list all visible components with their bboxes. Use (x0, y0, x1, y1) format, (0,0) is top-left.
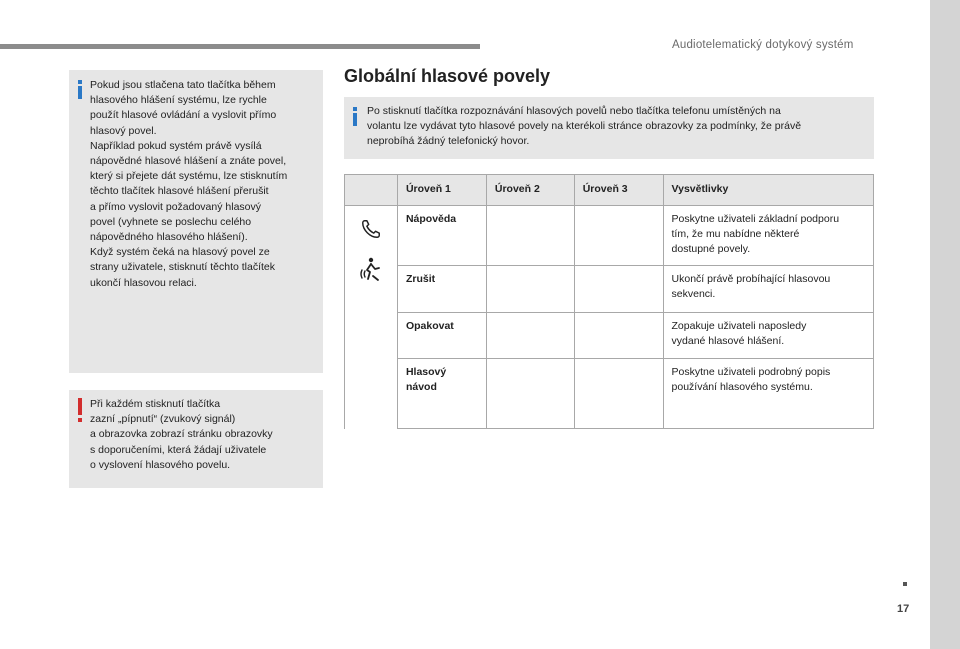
table-row (345, 313, 874, 359)
intro-note (344, 97, 874, 159)
table-header-notes: Vysvětlivky (663, 175, 873, 206)
table-row (345, 359, 874, 429)
command-level1: Hlasový návod (397, 359, 486, 429)
info-icon (353, 107, 357, 126)
icon-cell (345, 206, 398, 429)
command-level1: Zrušit (397, 266, 486, 313)
command-description: Zopakuje uživateli naposledy vydané hlasové hlášení. (663, 313, 873, 359)
voice-command-icon (359, 256, 383, 284)
table-row (345, 266, 874, 313)
page-number: 17 (897, 603, 910, 615)
command-level1: Nápověda (397, 206, 486, 266)
command-level3 (574, 313, 663, 359)
info-note-text: Pokud jsou stlačena tato tlačítka během hlasového hlášení systému, lze rychle použít hlasové ovládání a vyslovit přímo hlasový povel. Například pokud systém právě vysílá nápovědné hlasové hlášení a znáte povel, který si přejete dát systému, lze stisknutím těchto tlačítek hlasové hlášení přerušit a přímo vyslovit požadovaný hlasový povel (vyhnete se poslechu celého nápovědného hlasového hlášení). Když systém čeká na hlasový povel ze strany uživatele, stisknutí těchto tlačítek ukončí hlasovou relaci. (90, 79, 288, 289)
voice-commands-table (344, 174, 874, 429)
table-header-level2: Úroveň 2 (486, 175, 574, 206)
command-level2 (486, 359, 574, 429)
command-level3 (574, 206, 663, 266)
phone-icon (360, 218, 382, 240)
section-title: Globální hlasové povely (344, 66, 551, 86)
command-level2 (486, 313, 574, 359)
warning-icon (78, 398, 82, 422)
command-description: Poskytne uživateli podrobný popis používání hlasového systému. (663, 359, 873, 429)
table-row (345, 206, 874, 266)
command-description: Ukončí právě probíhající hlasovou sekvenci. (663, 266, 873, 313)
warning-note-text: Při každém stisknutí tlačítka zazní „pípnutí“ (zvukový signál) a obrazovka zobrazí stránku obrazovky s doporučeními, která žádají uživatele o vyslovení hlasového povelu. (90, 398, 273, 471)
page-side-strip (930, 0, 960, 649)
info-icon (78, 80, 82, 99)
command-level2 (486, 266, 574, 313)
table-header-level1: Úroveň 1 (397, 175, 486, 206)
table-header-icon (345, 175, 398, 206)
running-header: Audiotelematický dotykový systém (672, 39, 854, 51)
command-level2 (486, 206, 574, 266)
command-level1: Opakovat (397, 313, 486, 359)
command-description: Poskytne uživateli základní podporu tím, že mu nabídne některé dostupné povely. (663, 206, 873, 266)
page-end-marker (903, 582, 907, 586)
command-level3 (574, 266, 663, 313)
warning-note (69, 390, 323, 488)
info-note (69, 70, 323, 373)
command-level3 (574, 359, 663, 429)
intro-note-text: Po stisknutí tlačítka rozpoznávání hlasových povelů nebo tlačítka telefonu umístěných na volantu lze vydávat tyto hlasové povely na kterékoli stránce obrazovky za podmínky, že právě neprobíhá žádný telefonický hovor. (367, 105, 802, 148)
header-rule (0, 44, 480, 49)
table-header-level3: Úroveň 3 (574, 175, 663, 206)
table-header-row (345, 175, 874, 206)
